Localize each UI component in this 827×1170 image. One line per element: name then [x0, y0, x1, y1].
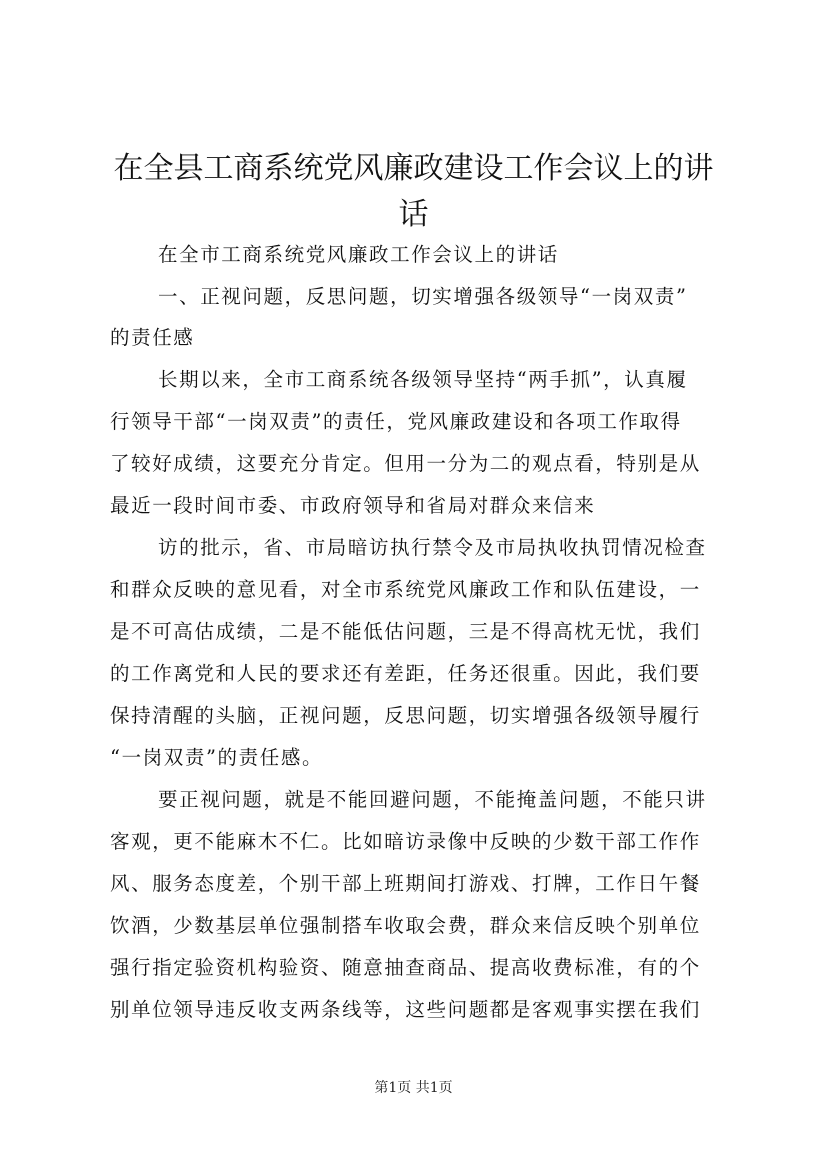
paragraph-line: 行领导干部“一岗双责”的责任，党风廉政建设和各项工作取得	[110, 410, 682, 433]
paragraph-line: 客观，更不能麻木不仁。比如暗访录像中反映的少数干部工作作	[110, 830, 701, 853]
paragraph-line: “一岗双责”的责任感。	[110, 746, 324, 769]
paragraph-line: 要正视问题，就是不能回避问题，不能掩盖问题，不能只讲	[158, 788, 707, 811]
paragraph-line: 饮酒，少数基层单位强制搭车收取会费，群众来信反映个别单位	[110, 914, 701, 937]
paragraph-line: 长期以来，全市工商系统各级领导坚持“两手抓”，认真履	[158, 368, 688, 391]
paragraph-line: 最近一段时间市委、市政府领导和省局对群众来信来	[110, 494, 596, 517]
paragraph-line: 强行指定验资机构验资、随意抽查商品、提高收费标准，有的个	[110, 956, 701, 979]
title-line-1: 在全县工商系统党风廉政建设工作会议上的讲	[113, 151, 714, 186]
page-number-footer: 第1页 共1页	[374, 1080, 453, 1096]
paragraph-line: 和群众反映的意见看，对全市系统党风廉政工作和队伍建设，一	[110, 578, 701, 601]
paragraph-line: 风、服务态度差，个别干部上班期间打游戏、打牌，工作日午餐	[110, 872, 701, 895]
paragraph-line: 是不可高估成绩，二是不能低估问题，三是不得高枕无忧，我们	[110, 620, 701, 643]
document-title	[100, 146, 727, 238]
paragraph-line: 访的批示，省、市局暗访执行禁令及市局执收执罚情况检查	[158, 536, 707, 559]
paragraph-line: 了较好成绩，这要充分肯定。但用一分为二的观点看，特别是从	[110, 452, 701, 475]
paragraph-line: 的工作离党和人民的要求还有差距，任务还很重。因此，我们要	[110, 662, 701, 685]
subtitle-line: 在全市工商系统党风廉政工作会议上的讲话	[158, 243, 559, 266]
title-line-2: 话	[398, 197, 429, 232]
paragraph-line: 别单位领导违反收支两条线等，这些问题都是客观事实摆在我们	[110, 998, 701, 1021]
section-heading-line: 一、正视问题，反思问题，切实增强各级领导“一岗双责”	[158, 285, 688, 308]
section-heading-line: 的责任感	[110, 326, 195, 349]
paragraph-line: 保持清醒的头脑，正视问题，反思问题，切实增强各级领导履行	[110, 704, 701, 727]
